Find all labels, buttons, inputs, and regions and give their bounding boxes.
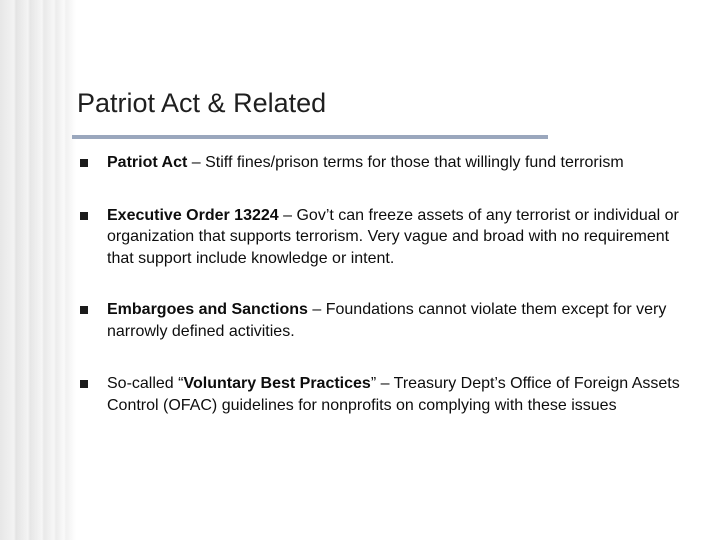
bullet-text (107, 152, 680, 174)
bullet-term: Embargoes and Sanctions (107, 301, 308, 318)
bullet-term: Patriot Act (107, 154, 188, 171)
list-item (80, 152, 680, 174)
bullet-description: Treasury Dept’s Office of Foreign Assets Control (OFAC) guidelines for nonprofits on complying with these issues (107, 375, 680, 414)
square-bullet-icon (80, 212, 88, 220)
square-bullet-icon (80, 306, 88, 314)
bullet-separator: – (307, 301, 326, 318)
list-item (80, 373, 680, 416)
bullet-separator: – (278, 206, 297, 224)
square-bullet-icon (80, 159, 88, 167)
bullet-text (107, 373, 680, 416)
bullet-text (107, 299, 680, 342)
bullet-description: Foundations cannot violate them except for very narrowly defined activities. (107, 301, 667, 340)
bullet-list (80, 152, 680, 416)
bullet-description: Gov’t can freeze assets of any terrorist or individual or organization that supports terrorism. Very vague and broad with no requirement that support include knowledge or intent. (107, 206, 679, 267)
bullet-separator: – (187, 154, 206, 171)
bullet-description: Stiff fines/prison terms for those that willingly fund terrorism (205, 154, 624, 171)
bullet-prefix: So-called “ (107, 375, 184, 392)
slide-title: Patriot Act & Related (77, 88, 327, 118)
list-item (80, 299, 680, 342)
title-underline (72, 135, 548, 139)
list-item (80, 205, 680, 270)
square-bullet-icon (80, 380, 88, 388)
bullet-separator: ” – (370, 375, 394, 392)
bullet-term: Executive Order 13224 (107, 206, 279, 224)
bullet-text (107, 205, 680, 270)
bullet-term: Voluntary Best Practices (183, 375, 371, 392)
